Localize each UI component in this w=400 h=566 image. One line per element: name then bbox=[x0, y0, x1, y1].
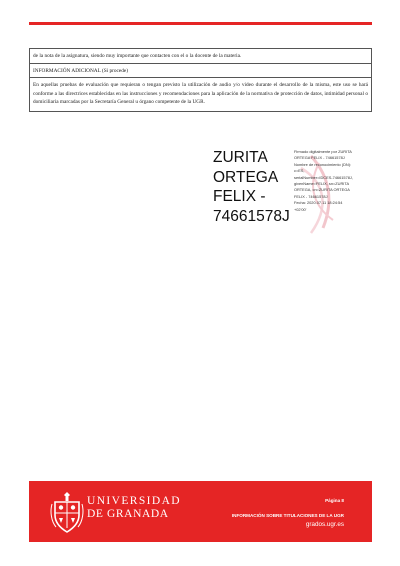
signature-detail-line: givenName=FELIX, sn=ZURITA bbox=[294, 181, 350, 187]
university-name-line: UNIVERSIDAD bbox=[87, 495, 181, 507]
table-row-text: de la nota de la asignatura, siendo muy importante que contacten con el o la docente de la materia. bbox=[33, 53, 242, 59]
footer-website-link[interactable]: grados.ugr.es bbox=[305, 521, 344, 528]
table-row bbox=[30, 64, 371, 79]
section-heading: INFORMACIÓN ADICIONAL (Si procede) bbox=[33, 67, 128, 74]
signature-detail-line: c=ES, bbox=[294, 168, 305, 174]
signer-name-line: ZURITA bbox=[213, 149, 268, 166]
signature-detail-line: ORTEGA, cn=ZURITA ORTEGA bbox=[294, 187, 350, 193]
content-table bbox=[29, 48, 372, 112]
header-rule bbox=[29, 22, 372, 25]
digital-signature bbox=[213, 148, 383, 248]
signature-detail-line: +02'00' bbox=[294, 206, 307, 212]
signer-name-line: 74661578J bbox=[213, 207, 290, 225]
table-row-text: En aquellas pruebas de evaluación que requieran o tengan previsto la utilización de audio y/o video durante el desarrollo de la misma, este uso se hará conforme a las directrices establecidas en las instrucciones y recomendaciones para la aplicación de la normativa de protección de datos, intimidad personal o domiciliaria marcadas por la Secretaría General u órgano competente de la UGR. bbox=[33, 82, 368, 106]
university-crest-icon bbox=[50, 491, 84, 533]
signature-detail-line: FELIX - 74661578J bbox=[294, 193, 328, 199]
signature-details bbox=[294, 149, 384, 213]
page-footer bbox=[29, 484, 372, 542]
signature-detail-line: serialNumber=IDCES-74661578J, bbox=[294, 174, 353, 180]
signer-name-line: ORTEGA bbox=[213, 168, 279, 186]
table-row bbox=[30, 78, 371, 111]
page-number: Página 8 bbox=[325, 498, 344, 503]
signature-detail-line: Firmado digitalmente por ZURITA bbox=[294, 149, 352, 154]
signer-name bbox=[213, 148, 290, 226]
signer-name-line: FELIX - bbox=[213, 188, 266, 206]
signature-detail-line: Nombre de reconocimiento (DN): bbox=[294, 161, 352, 167]
footer-info-title: INFORMACIÓN SOBRE TITULACIONES DE LA UGR bbox=[231, 513, 344, 518]
signature-detail-line: ORTEGA FELIX - 74661578J bbox=[294, 155, 345, 161]
signature-detail-line: Fecha: 2020.07.11 18:24:54 bbox=[294, 200, 343, 206]
university-name-line: DE GRANADA bbox=[87, 508, 169, 520]
table-row bbox=[30, 49, 371, 64]
